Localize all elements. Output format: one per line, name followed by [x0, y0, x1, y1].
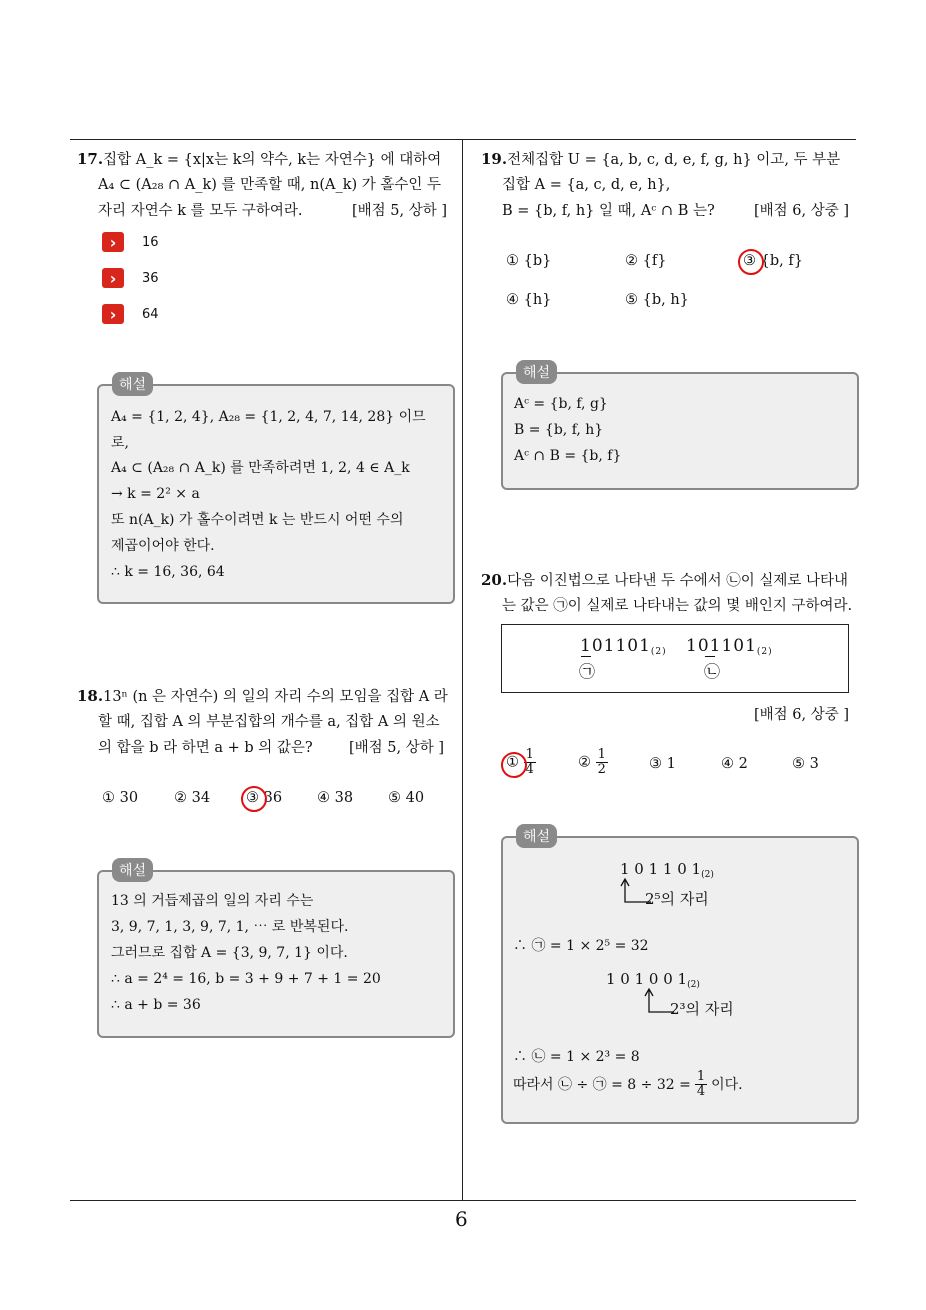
q20-sol-binary-1: 1 0 1 1 0 $1_{(2)}$ — [620, 860, 714, 880]
q18-choice-3[interactable]: ③ 36 — [246, 790, 283, 806]
q18-points: [배점 5, 상하 ] — [349, 740, 445, 756]
q20-binary-2: $101101_{(2)}$ — [686, 636, 773, 657]
q20-number: 20. — [481, 571, 508, 589]
q20-choice-2-fraction: $\frac{1}{2}$ — [597, 747, 606, 777]
q20-choice-4[interactable]: ④ 2 — [721, 756, 748, 772]
q18-number: 18. — [77, 687, 104, 705]
q17-points: [배점 5, 상하 ] — [352, 203, 448, 219]
q18-sol-4: ∴ a = 2⁴ = 16, b = 3 + 9 + 7 + 1 = 20 — [111, 971, 381, 987]
chevron-right-icon: › — [102, 268, 124, 288]
q19-choice-1[interactable]: ① {b} — [506, 253, 552, 269]
q20-underline-2 — [705, 656, 715, 657]
q17-sol-3: A₄ ⊂ (A₂₈ ∩ A_k) 를 만족하려면 1, 2, 4 ∈ A_k — [111, 460, 410, 476]
q19-sol-3: Aᶜ ∩ B = {b, f} — [514, 448, 622, 464]
page-number: 6 — [455, 1207, 468, 1231]
q18-line-3: 의 합을 b 라 하면 a + b 의 값은? — [98, 740, 313, 756]
q20-choice-5[interactable]: ⑤ 3 — [792, 756, 819, 772]
q17-answer-2: › 36 — [102, 268, 159, 288]
q19-choice-2[interactable]: ② {f} — [625, 253, 667, 269]
q17-answer-3: › 64 — [102, 304, 159, 324]
q19-choice-3[interactable]: ③ {b, f} — [743, 253, 803, 269]
q18-sol-3: 그러므로 집합 A = {3, 9, 7, 1} 이다. — [111, 945, 348, 961]
q18-answer-mark — [241, 786, 267, 812]
q20-number-box — [501, 624, 849, 693]
q17-sol-4: → k = 2² × a — [111, 486, 200, 502]
q19-number: 19. — [481, 150, 508, 168]
q19-line-3: B = {b, f, h} 일 때, Aᶜ ∩ B 는? — [502, 203, 715, 219]
q18-line-2: 할 때, 집합 A 의 부분집합의 개수를 a, 집합 A 의 원소 — [98, 714, 440, 730]
q20-sol-line-1: ∴ ㉠ = 1 × 2⁵ = 32 — [513, 938, 649, 954]
q20-binary-1: $101101_{(2)}$ — [580, 636, 667, 657]
q18-choice-1[interactable]: ① 30 — [102, 790, 139, 806]
q20-mark-2: ㉡ — [704, 662, 721, 681]
q20-sol-line-3: 따라서 ㉡ ÷ ㉠ = 8 ÷ 32 = $\frac{1}{4}$ 이다. — [513, 1069, 743, 1099]
q19-solution-tag: 해설 — [516, 360, 557, 384]
q17-sol-7: ∴ k = 16, 36, 64 — [111, 564, 225, 580]
q20-solution-tag: 해설 — [516, 824, 557, 848]
q18-sol-1: 13 의 거듭제곱의 일의 자리 수는 — [111, 893, 314, 909]
q19-line-2: 집합 A = {a, c, d, e, h}, — [502, 177, 671, 193]
top-rule — [70, 139, 856, 140]
chevron-right-icon: › — [102, 304, 124, 324]
q19-choice-4[interactable]: ④ {h} — [506, 292, 552, 308]
q20-mark-1: ㉠ — [579, 662, 596, 681]
q19-sol-1: Aᶜ = {b, f, g} — [514, 396, 608, 412]
q17-sol-1: A₄ = {1, 2, 4}, A₂₈ = {1, 2, 4, 7, 14, 28} 이므 — [111, 409, 426, 425]
q20-sol-fraction: $\frac{1}{4}$ — [696, 1069, 706, 1099]
q17-sol-6: 제곱이어야 한다. — [111, 538, 215, 554]
column-divider — [462, 139, 463, 1201]
q18-line-1: 18.13ⁿ (n 은 자연수) 의 일의 자리 수의 모임을 집합 A 라 — [77, 687, 448, 705]
q18-solution-tag: 해설 — [112, 858, 153, 882]
q20-points: [배점 6, 상중 ] — [754, 707, 850, 723]
q20-choice-2[interactable]: ② $\frac{1}{2}$ — [578, 747, 606, 777]
q20-sol-place-2: 2³의 자리 — [670, 1000, 734, 1018]
q20-line-2: 는 값은 ㉠이 실제로 나타내는 값의 몇 배인지 구하여라. — [502, 598, 853, 614]
q20-answer-mark — [501, 752, 527, 778]
q18-sol-5: ∴ a + b = 36 — [111, 997, 201, 1013]
q18-choice-5[interactable]: ⑤ 40 — [388, 790, 425, 806]
q19-line-1: 19.전체집합 U = {a, b, c, d, e, f, g, h} 이고, 두 부분 — [481, 150, 841, 168]
q20-sol-place-1: 2⁵의 자리 — [645, 890, 709, 908]
q18-sol-2: 3, 9, 7, 1, 3, 9, 7, 1, ⋯ 로 반복된다. — [111, 919, 349, 935]
q19-choice-5[interactable]: ⑤ {b, h} — [625, 292, 689, 308]
q17-answer-1: › 16 — [102, 232, 159, 252]
q20-choice-1-fraction: $\frac{1}{4}$ — [525, 747, 534, 777]
q20-choice-3[interactable]: ③ 1 — [649, 756, 676, 772]
q17-line-3: 자리 자연수 k 를 모두 구하여라. — [98, 203, 303, 219]
q17-line-2: A₄ ⊂ (A₂₈ ∩ A_k) 를 만족할 때, n(A_k) 가 홀수인 두 — [98, 177, 442, 193]
q18-choice-4[interactable]: ④ 38 — [317, 790, 354, 806]
chevron-right-icon: › — [102, 232, 124, 252]
q20-line-1: 20.다음 이진법으로 나타낸 두 수에서 ㉡이 실제로 나타내 — [481, 571, 849, 589]
q19-sol-2: B = {b, f, h} — [514, 422, 604, 438]
q18-choice-2[interactable]: ② 34 — [174, 790, 211, 806]
q20-sol-line-2: ∴ ㉡ = 1 × 2³ = 8 — [513, 1049, 640, 1065]
bottom-rule — [70, 1200, 856, 1201]
q19-answer-mark — [738, 249, 764, 275]
q20-choice-1[interactable]: ① $\frac{1}{4}$ — [506, 747, 534, 777]
q20-underline-1 — [581, 656, 591, 657]
q17-sol-5: 또 n(A_k) 가 홀수이려면 k 는 반드시 어떤 수의 — [111, 512, 404, 528]
q19-points: [배점 6, 상중 ] — [754, 203, 850, 219]
q17-line-1: 17.집합 A_k = {x|x는 k의 약수, k는 자연수} 에 대하여 — [77, 150, 442, 168]
q20-sol-binary-2: 1 0 1 0 0 $1_{(2)}$ — [606, 970, 700, 990]
q17-sol-2: 로, — [111, 435, 129, 451]
q17-number: 17. — [77, 150, 104, 168]
q17-solution-tag: 해설 — [112, 372, 153, 396]
